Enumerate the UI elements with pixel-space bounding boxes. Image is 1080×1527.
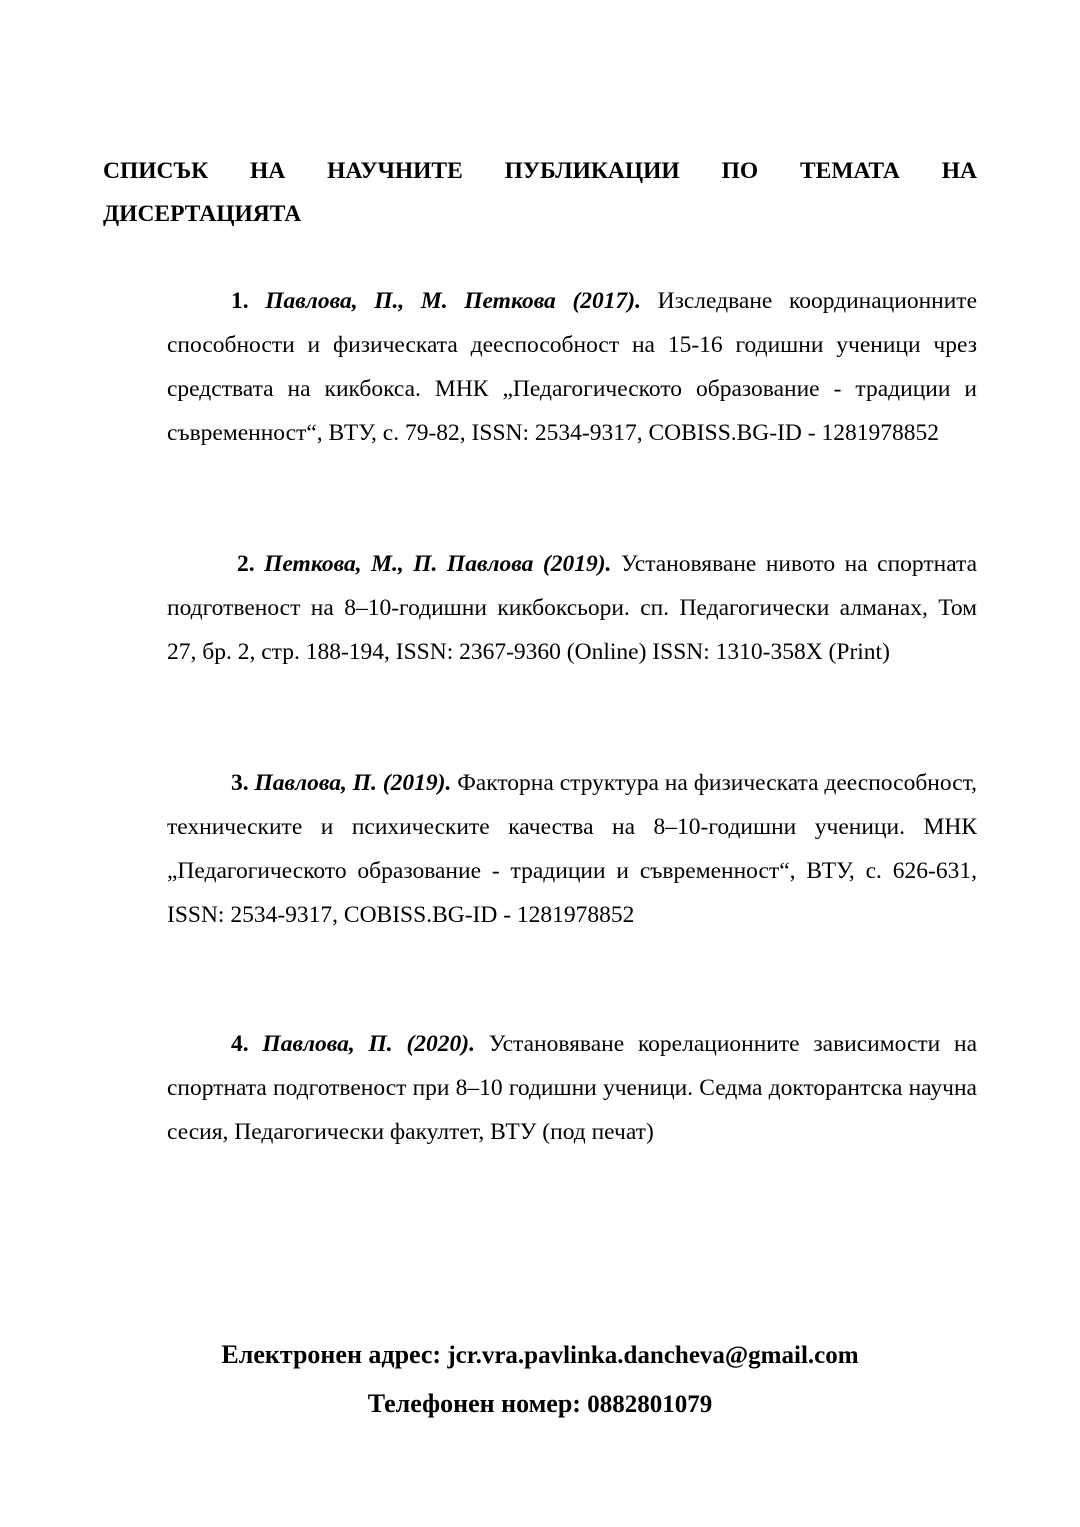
publication-item-2 bbox=[167, 542, 977, 674]
document-title bbox=[103, 150, 977, 236]
publication-number: 2. bbox=[237, 551, 255, 577]
contact-phone bbox=[0, 1384, 1080, 1425]
publication-text: Факторна структура на физическата дееспособност, техническите и психическите качества на 8–10-годишни ученици. МНК „Педагогическото образование - традиции и съвременност“, ВТУ, с. 626-631, ISSN: 2534-9317, COBISS.BG-ID - 1281978852 bbox=[167, 770, 978, 928]
email-label: Електронен адрес: bbox=[221, 1340, 442, 1369]
publication-number: 1. bbox=[231, 288, 249, 314]
publication-text: Установяване нивото на спортната подготвеност на 8–10-годишни кикбоксьори. сп. Педагогически алманах, Том 27, бр. 2, стр. 188-194, ISSN: 2367-9360 (Online) ISSN: 1310-358X (Print) bbox=[167, 551, 977, 665]
publication-item-1 bbox=[167, 279, 977, 455]
title-line-1: СПИСЪК НА НАУЧНИТЕ ПУБЛИКАЦИИ ПО ТЕМАТА НА bbox=[103, 158, 977, 184]
publication-number: 3. bbox=[231, 770, 249, 796]
publication-authors: Павлова, П. (2019). bbox=[254, 770, 452, 796]
publication-text: Изследване координационните способности и физическата дееспособност на 15-16 годишни ученици чрез средствата на кикбокса. МНК „Педагогическото образование - традиции и съвременност“, ВТУ, с. 79-82, ISSN: 2534-9317, COBISS.BG-ID - 1281978852 bbox=[167, 288, 978, 446]
phone-number: 0882801079 bbox=[587, 1391, 713, 1418]
phone-label: Телефонен номер: bbox=[367, 1389, 581, 1418]
publication-item-3 bbox=[167, 761, 977, 937]
publication-item-4 bbox=[167, 1022, 977, 1154]
publication-authors: Петкова, М., П. Павлова (2019). bbox=[264, 551, 612, 577]
email-address: jcr.vra.pavlinka.dancheva@gmail.com bbox=[447, 1342, 859, 1369]
publication-number: 4. bbox=[231, 1031, 249, 1057]
publication-authors: Павлова, П., М. Петкова (2017). bbox=[265, 288, 641, 314]
title-line-2: ДИСЕРТАЦИЯТА bbox=[103, 201, 302, 227]
publication-text: Установяване корелационните зависимости на спортната подготвеност при 8–10 годишни ученици. Седма докторантска научна сесия, Педагогически факултет, ВТУ (под печат) bbox=[167, 1031, 978, 1145]
contact-email bbox=[0, 1335, 1080, 1376]
publication-authors: Павлова, П. (2020). bbox=[262, 1031, 475, 1057]
